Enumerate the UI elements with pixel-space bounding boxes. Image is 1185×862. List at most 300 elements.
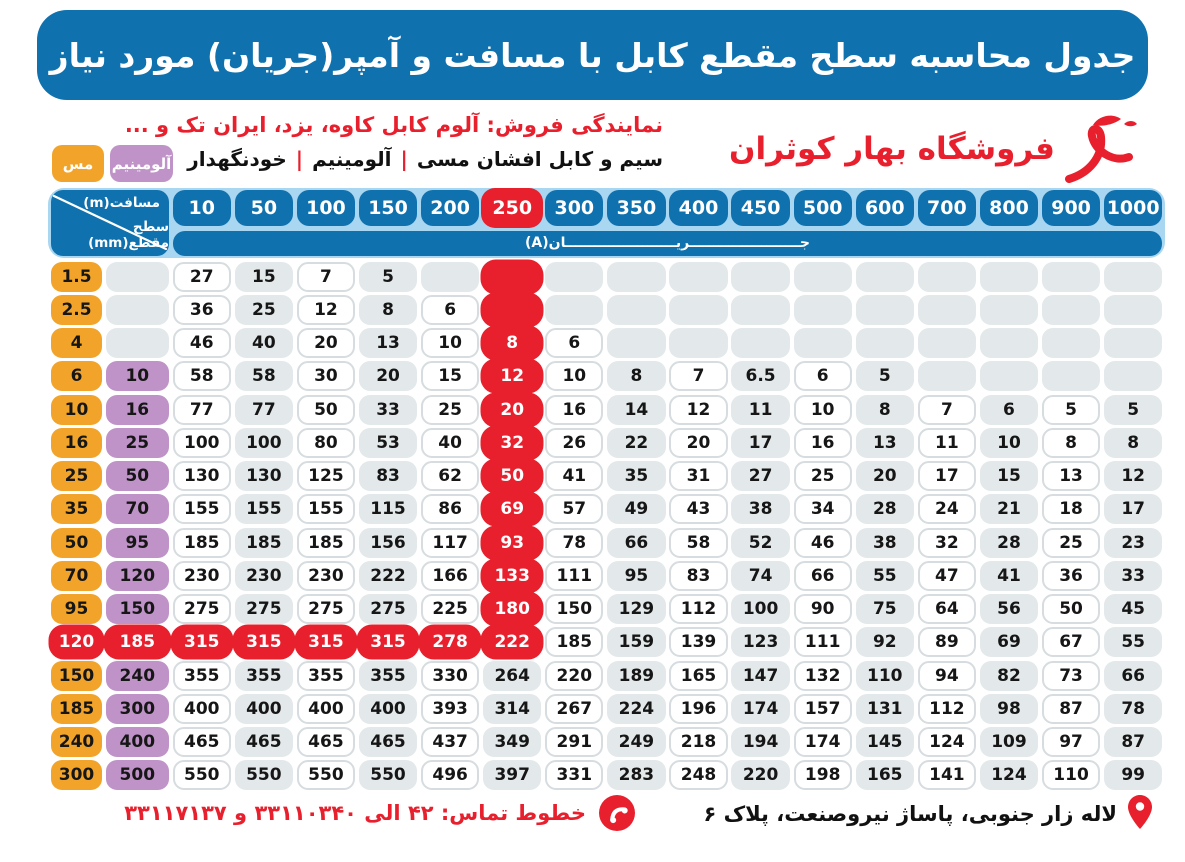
value-cell: 62	[421, 461, 479, 491]
value-cell: 155	[235, 494, 293, 524]
distance-header-cell: 900	[1042, 190, 1100, 226]
value-cell: 218	[669, 727, 727, 757]
value-cell: 349	[483, 727, 541, 757]
value-cell: 7	[297, 262, 355, 292]
value-cell: 130	[235, 461, 293, 491]
value-cell: 8	[483, 328, 541, 358]
value-cell: 50	[297, 395, 355, 425]
table-row	[51, 626, 1162, 659]
value-cell: 64	[918, 594, 976, 624]
value-cell: 155	[297, 494, 355, 524]
table-row	[51, 559, 1162, 592]
value-cell: 132	[794, 661, 852, 691]
value-cell: 58	[235, 361, 293, 391]
value-cell: 14	[607, 395, 665, 425]
value-cell: 25	[235, 295, 293, 325]
value-cell: 53	[359, 428, 417, 458]
product-self-supporting: خودنگهدار	[187, 147, 287, 171]
value-cell: 41	[980, 561, 1038, 591]
value-cell: 355	[359, 661, 417, 691]
copper-size-cell: 2.5	[51, 295, 102, 325]
value-cell: 355	[235, 661, 293, 691]
value-cell: 13	[359, 328, 417, 358]
value-cell: 400	[359, 694, 417, 724]
value-cell: 355	[173, 661, 231, 691]
value-cell: 50	[483, 461, 541, 491]
copper-badge: مس	[52, 145, 104, 182]
value-cell: 165	[856, 760, 914, 790]
value-cell: 112	[669, 594, 727, 624]
value-cell: 40	[235, 328, 293, 358]
aluminum-size-cell: 50	[106, 461, 169, 491]
value-cell: 12	[297, 295, 355, 325]
value-cell: 17	[731, 428, 789, 458]
value-cell: 550	[173, 760, 231, 790]
value-cell: 5	[1104, 395, 1162, 425]
value-cell: 31	[669, 461, 727, 491]
products-line	[125, 147, 663, 171]
value-cell	[794, 262, 852, 292]
value-cell: 315	[359, 627, 417, 657]
copper-size-cell: 16	[51, 428, 102, 458]
table-row	[51, 726, 1162, 759]
table-row	[51, 759, 1162, 792]
value-cell: 129	[607, 594, 665, 624]
value-cell	[545, 262, 603, 292]
value-cell: 156	[359, 528, 417, 558]
distance-header-cell: 400	[669, 190, 727, 226]
product-aluminum: آلومینیم	[312, 147, 392, 171]
value-cell: 94	[918, 661, 976, 691]
value-cell: 12	[1104, 461, 1162, 491]
value-cell	[1104, 328, 1162, 358]
value-cell: 159	[607, 627, 665, 657]
value-cell: 82	[980, 661, 1038, 691]
value-cell: 52	[731, 528, 789, 558]
value-cell: 550	[235, 760, 293, 790]
value-cell: 174	[794, 727, 852, 757]
value-cell: 465	[235, 727, 293, 757]
value-cell: 46	[173, 328, 231, 358]
address-line	[703, 795, 1152, 833]
value-cell: 125	[297, 461, 355, 491]
value-cell: 55	[856, 561, 914, 591]
phone-numbers: خطوط تماس: ۴۲ الی ۳۳۱۱۰۳۴۰ و ۳۳۱۱۷۱۳۷	[124, 801, 586, 825]
value-cell: 15	[980, 461, 1038, 491]
value-cell: 25	[1042, 528, 1100, 558]
value-cell: 10	[545, 361, 603, 391]
value-cell: 69	[483, 494, 541, 524]
value-cell	[669, 295, 727, 325]
value-cell: 99	[1104, 760, 1162, 790]
value-cell: 67	[1042, 627, 1100, 657]
value-cell: 141	[918, 760, 976, 790]
value-cell: 100	[731, 594, 789, 624]
value-cell	[545, 295, 603, 325]
value-cell: 400	[297, 694, 355, 724]
value-cell: 33	[359, 395, 417, 425]
logo-swoosh-icon	[1063, 113, 1147, 185]
table-row	[51, 692, 1162, 725]
value-cell	[980, 295, 1038, 325]
distance-header-cell: 350	[607, 190, 665, 226]
value-cell: 46	[794, 528, 852, 558]
value-cell: 24	[918, 494, 976, 524]
value-cell: 185	[545, 627, 603, 657]
value-cell: 115	[359, 494, 417, 524]
value-cell: 465	[359, 727, 417, 757]
copper-size-cell: 25	[51, 461, 102, 491]
phone-icon	[599, 795, 635, 831]
value-cell: 222	[483, 627, 541, 657]
value-cell: 267	[545, 694, 603, 724]
aluminum-size-cell: 10	[106, 361, 169, 391]
value-cell: 34	[794, 494, 852, 524]
title-banner	[37, 10, 1148, 100]
copper-size-cell: 50	[51, 528, 102, 558]
value-cell: 291	[545, 727, 603, 757]
value-cell: 66	[607, 528, 665, 558]
value-cell: 25	[794, 461, 852, 491]
value-cell: 117	[421, 528, 479, 558]
table-row	[51, 493, 1162, 526]
value-cell: 220	[731, 760, 789, 790]
value-cell: 97	[1042, 727, 1100, 757]
value-cell: 550	[297, 760, 355, 790]
value-cell: 155	[173, 494, 231, 524]
copper-size-cell: 120	[51, 627, 102, 657]
value-cell	[918, 328, 976, 358]
value-cell	[731, 328, 789, 358]
value-cell: 139	[669, 627, 727, 657]
copper-size-cell: 70	[51, 561, 102, 591]
value-cell: 264	[483, 661, 541, 691]
value-cell: 330	[421, 661, 479, 691]
value-cell: 36	[173, 295, 231, 325]
value-cell: 400	[235, 694, 293, 724]
value-cell: 465	[173, 727, 231, 757]
value-cell: 248	[669, 760, 727, 790]
aluminum-badge: آلومینیم	[110, 145, 173, 182]
distance-header-cell: 10	[173, 190, 231, 226]
value-cell: 6.5	[731, 361, 789, 391]
value-cell: 194	[731, 727, 789, 757]
value-cell	[731, 295, 789, 325]
value-cell: 133	[483, 561, 541, 591]
value-cell: 28	[856, 494, 914, 524]
value-cell: 130	[173, 461, 231, 491]
value-cell	[918, 262, 976, 292]
value-cell: 331	[545, 760, 603, 790]
poster-title: جدول محاسبه سطح مقطع کابل با مسافت و آمپر(جریان) مورد نیاز	[49, 35, 1136, 75]
value-cell: 55	[1104, 627, 1162, 657]
value-cell: 7	[669, 361, 727, 391]
table-row	[51, 526, 1162, 559]
value-cell	[607, 295, 665, 325]
value-cell	[918, 295, 976, 325]
value-cell: 275	[359, 594, 417, 624]
distance-header-cell: 800	[980, 190, 1038, 226]
copper-size-cell: 10	[51, 395, 102, 425]
table-row	[51, 659, 1162, 692]
value-cell: 90	[794, 594, 852, 624]
value-cell: 224	[607, 694, 665, 724]
aluminum-size-cell: 500	[106, 760, 169, 790]
value-cell	[1042, 262, 1100, 292]
value-cell: 57	[545, 494, 603, 524]
value-cell	[794, 328, 852, 358]
table-row	[51, 426, 1162, 459]
value-cell: 23	[1104, 528, 1162, 558]
copper-size-cell: 240	[51, 727, 102, 757]
value-cell: 124	[918, 727, 976, 757]
value-cell: 22	[607, 428, 665, 458]
value-cell: 30	[297, 361, 355, 391]
aluminum-size-cell: 185	[106, 627, 169, 657]
value-cell: 16	[794, 428, 852, 458]
aluminum-size-cell: 240	[106, 661, 169, 691]
distance-header-cell: 450	[731, 190, 789, 226]
value-cell: 27	[731, 461, 789, 491]
value-cell	[607, 262, 665, 292]
distance-unit-label: مسافت(m)	[83, 195, 160, 211]
value-cell: 49	[607, 494, 665, 524]
corner-cell	[51, 190, 169, 256]
value-cell	[856, 295, 914, 325]
value-cell: 15	[235, 262, 293, 292]
value-cell: 32	[483, 428, 541, 458]
value-cell: 69	[980, 627, 1038, 657]
distance-header-cell: 500	[794, 190, 852, 226]
separator: |	[400, 147, 408, 171]
value-cell	[980, 361, 1038, 391]
value-cell: 275	[297, 594, 355, 624]
aluminum-size-cell	[106, 295, 169, 325]
value-cell	[731, 262, 789, 292]
value-cell: 550	[359, 760, 417, 790]
value-cell: 10	[794, 395, 852, 425]
value-cell: 98	[980, 694, 1038, 724]
value-cell	[483, 262, 541, 292]
value-cell: 110	[1042, 760, 1100, 790]
copper-size-cell: 4	[51, 328, 102, 358]
table-row	[51, 360, 1162, 393]
value-cell: 45	[1104, 594, 1162, 624]
value-cell: 77	[173, 395, 231, 425]
value-cell: 5	[856, 361, 914, 391]
value-cell: 11	[918, 428, 976, 458]
value-cell: 315	[235, 627, 293, 657]
value-cell: 12	[483, 361, 541, 391]
value-cell: 196	[669, 694, 727, 724]
value-cell: 38	[731, 494, 789, 524]
value-cell: 400	[173, 694, 231, 724]
value-cell: 185	[297, 528, 355, 558]
value-cell: 26	[545, 428, 603, 458]
value-cell: 58	[669, 528, 727, 558]
value-cell: 80	[297, 428, 355, 458]
copper-size-cell: 1.5	[51, 262, 102, 292]
cross-section-unit-label: سطح مقطع(mm)	[88, 219, 169, 251]
value-cell: 123	[731, 627, 789, 657]
distance-header-cell: 250	[483, 190, 541, 226]
distance-header-cell: 1000	[1104, 190, 1162, 226]
value-cell: 111	[794, 627, 852, 657]
value-cell: 78	[545, 528, 603, 558]
value-cell: 230	[297, 561, 355, 591]
value-cell: 11	[731, 395, 789, 425]
value-cell: 220	[545, 661, 603, 691]
cable-cross-section-table	[48, 188, 1165, 794]
distance-header-cell: 600	[856, 190, 914, 226]
value-cell: 198	[794, 760, 852, 790]
value-cell: 87	[1042, 694, 1100, 724]
value-cell: 249	[607, 727, 665, 757]
address-text: لاله زار جنوبی، پاساژ نیروصنعت، پلاک ۶	[703, 802, 1117, 826]
value-cell: 40	[421, 428, 479, 458]
table-row	[51, 327, 1162, 360]
value-cell: 5	[1042, 395, 1100, 425]
value-cell: 7	[918, 395, 976, 425]
value-cell: 20	[856, 461, 914, 491]
value-cell	[1104, 295, 1162, 325]
value-cell: 6	[794, 361, 852, 391]
value-cell: 20	[297, 328, 355, 358]
copper-size-cell: 35	[51, 494, 102, 524]
value-cell: 437	[421, 727, 479, 757]
value-cell: 150	[545, 594, 603, 624]
value-cell: 496	[421, 760, 479, 790]
value-cell: 47	[918, 561, 976, 591]
value-cell: 6	[980, 395, 1038, 425]
value-cell: 185	[235, 528, 293, 558]
copper-size-cell: 95	[51, 594, 102, 624]
value-cell: 189	[607, 661, 665, 691]
value-cell	[918, 361, 976, 391]
value-cell: 74	[731, 561, 789, 591]
value-cell	[669, 262, 727, 292]
value-cell: 355	[297, 661, 355, 691]
value-cell: 73	[1042, 661, 1100, 691]
value-cell: 17	[918, 461, 976, 491]
value-cell: 28	[980, 528, 1038, 558]
store-name: فروشگاه بهار کوثران	[729, 131, 1055, 167]
value-cell: 165	[669, 661, 727, 691]
value-cell: 8	[1042, 428, 1100, 458]
value-cell: 393	[421, 694, 479, 724]
value-cell	[607, 328, 665, 358]
contact-line	[124, 795, 635, 831]
intro-lines	[125, 113, 663, 171]
value-cell: 145	[856, 727, 914, 757]
value-cell: 112	[918, 694, 976, 724]
value-cell: 10	[980, 428, 1038, 458]
value-cell	[980, 262, 1038, 292]
value-cell: 18	[1042, 494, 1100, 524]
value-cell	[856, 328, 914, 358]
value-cell: 222	[359, 561, 417, 591]
value-cell: 20	[669, 428, 727, 458]
value-cell: 8	[359, 295, 417, 325]
copper-size-cell: 150	[51, 661, 102, 691]
value-cell: 16	[545, 395, 603, 425]
value-cell: 13	[1042, 461, 1100, 491]
value-cell: 21	[980, 494, 1038, 524]
copper-size-cell: 185	[51, 694, 102, 724]
value-cell: 5	[359, 262, 417, 292]
value-cell: 465	[297, 727, 355, 757]
value-cell: 157	[794, 694, 852, 724]
value-cell: 278	[421, 627, 479, 657]
value-cell	[980, 328, 1038, 358]
footer	[0, 795, 1185, 845]
table-row	[51, 593, 1162, 626]
table-row	[51, 460, 1162, 493]
value-cell: 33	[1104, 561, 1162, 591]
value-cell: 110	[856, 661, 914, 691]
value-cell: 89	[918, 627, 976, 657]
value-cell: 93	[483, 528, 541, 558]
value-cell: 166	[421, 561, 479, 591]
value-cell: 225	[421, 594, 479, 624]
value-cell: 10	[421, 328, 479, 358]
value-cell: 92	[856, 627, 914, 657]
value-cell: 8	[856, 395, 914, 425]
value-cell: 275	[235, 594, 293, 624]
value-cell: 8	[607, 361, 665, 391]
value-cell	[669, 328, 727, 358]
value-cell: 180	[483, 594, 541, 624]
distance-header-cell: 700	[918, 190, 976, 226]
value-cell: 275	[173, 594, 231, 624]
aluminum-size-cell: 120	[106, 561, 169, 591]
value-cell: 109	[980, 727, 1038, 757]
value-cell	[1042, 295, 1100, 325]
value-cell: 77	[235, 395, 293, 425]
value-cell: 100	[235, 428, 293, 458]
value-cell: 20	[359, 361, 417, 391]
table-body	[51, 260, 1162, 792]
value-cell: 25	[421, 395, 479, 425]
value-cell	[1104, 361, 1162, 391]
distance-header-row	[173, 190, 1163, 226]
value-cell: 66	[794, 561, 852, 591]
value-cell: 6	[421, 295, 479, 325]
value-cell: 8	[1104, 428, 1162, 458]
aluminum-size-cell: 400	[106, 727, 169, 757]
value-cell: 41	[545, 461, 603, 491]
copper-size-cell: 300	[51, 760, 102, 790]
value-cell: 86	[421, 494, 479, 524]
value-cell: 95	[607, 561, 665, 591]
store-logo	[729, 112, 1147, 186]
value-cell: 174	[731, 694, 789, 724]
value-cell: 36	[1042, 561, 1100, 591]
value-cell: 17	[1104, 494, 1162, 524]
value-cell: 397	[483, 760, 541, 790]
copper-size-cell: 6	[51, 361, 102, 391]
value-cell: 315	[173, 627, 231, 657]
value-cell: 83	[669, 561, 727, 591]
value-cell: 131	[856, 694, 914, 724]
value-cell: 58	[173, 361, 231, 391]
value-cell	[421, 262, 479, 292]
value-cell: 50	[1042, 594, 1100, 624]
value-cell: 283	[607, 760, 665, 790]
location-pin-icon	[1128, 795, 1152, 833]
value-cell: 315	[297, 627, 355, 657]
value-cell	[856, 262, 914, 292]
